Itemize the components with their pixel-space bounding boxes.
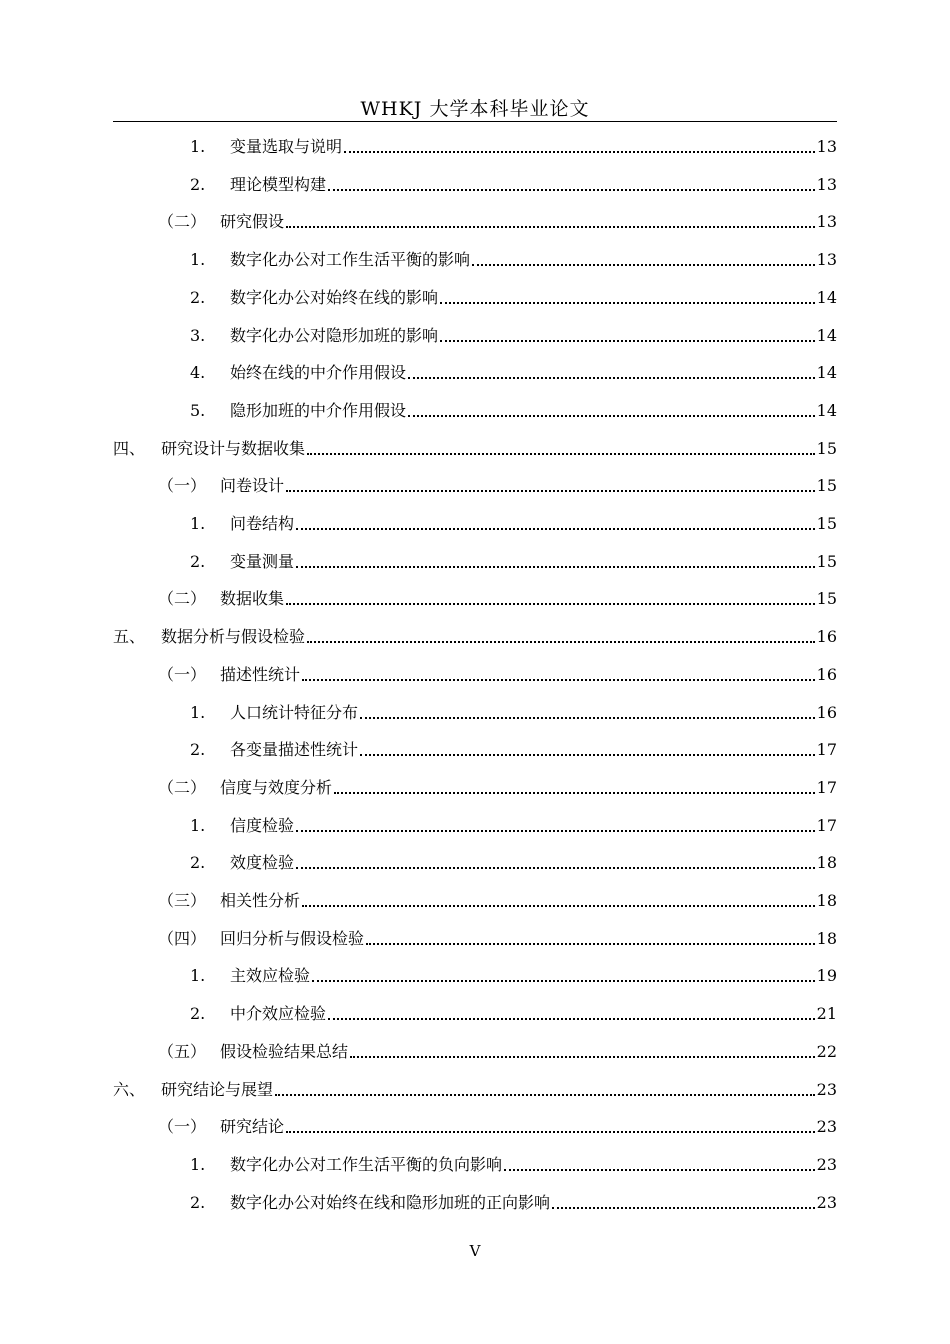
toc-dot-leader <box>307 641 815 643</box>
toc-entry-page: 23 <box>816 1117 837 1137</box>
toc-entry[interactable] <box>113 1076 837 1100</box>
toc-entry-title: 中介效应检验 <box>230 1004 327 1024</box>
toc-entry[interactable] <box>158 774 837 798</box>
toc-entry-page: 17 <box>816 777 837 797</box>
toc-entry-title: 数据收集 <box>220 589 285 609</box>
toc-entry-number: 1. <box>190 137 206 156</box>
toc-dot-leader <box>350 1056 815 1058</box>
toc-entry[interactable] <box>190 1189 837 1213</box>
toc-entry-number: 2. <box>190 174 206 194</box>
toc-entry-page: 14 <box>816 287 837 307</box>
toc-entry-page: 13 <box>816 174 837 194</box>
toc-entry-number: 1. <box>190 250 206 270</box>
toc-entry-number: （二） <box>158 212 207 232</box>
toc-entry[interactable] <box>158 661 837 685</box>
toc-entry-page: 15 <box>816 438 837 458</box>
toc-entry[interactable] <box>190 359 837 383</box>
toc-entry-number: 2. <box>190 551 206 571</box>
toc-entry[interactable] <box>190 171 837 195</box>
header-divider <box>113 121 837 122</box>
toc-dot-leader <box>328 189 815 191</box>
toc-entry-title: 数字化办公对工作生活平衡的负向影响 <box>230 1154 503 1174</box>
toc-entry[interactable] <box>113 623 837 647</box>
toc-entry-title: 问卷设计 <box>220 476 285 496</box>
toc-dot-leader <box>440 340 815 342</box>
toc-entry-title: 理论模型构建 <box>230 174 327 194</box>
toc-entry[interactable] <box>190 548 837 572</box>
toc-dot-leader <box>286 490 815 492</box>
toc-entry-number: （四） <box>158 928 207 948</box>
toc-entry-number: （一） <box>158 1117 207 1137</box>
toc-entry-number: （二） <box>158 777 207 797</box>
toc-entry-page: 23 <box>816 1079 837 1099</box>
toc-entry[interactable] <box>158 472 837 496</box>
toc-entry-title: 数字化办公对隐形加班的影响 <box>230 325 439 345</box>
toc-dot-leader <box>302 905 815 907</box>
toc-dot-leader <box>286 226 815 228</box>
toc-dot-leader <box>360 717 815 719</box>
toc-entry-title: 变量选取与说明 <box>230 137 343 156</box>
toc-entry[interactable] <box>190 284 837 308</box>
toc-entry-number: 2. <box>190 740 206 760</box>
toc-entry-page: 14 <box>816 363 837 383</box>
toc-entry[interactable] <box>158 925 837 949</box>
toc-entry-page: 18 <box>816 891 837 910</box>
toc-entry-page: 15 <box>816 514 837 533</box>
toc-entry-page: 18 <box>816 928 837 948</box>
toc-entry[interactable] <box>190 510 837 534</box>
toc-dot-leader <box>504 1169 815 1171</box>
toc-entry-page: 18 <box>816 853 837 873</box>
toc-entry[interactable] <box>190 1151 837 1175</box>
toc-entry-page: 16 <box>816 702 837 722</box>
page-header-title: WHKJ 大学本科毕业论文 <box>360 98 590 120</box>
toc-dot-leader <box>296 830 815 832</box>
toc-entry-title: 数据分析与假设检验 <box>161 627 306 647</box>
toc-entry-page: 15 <box>816 551 837 571</box>
toc-entry-page: 21 <box>816 1004 837 1024</box>
toc-entry-number: 1. <box>190 966 206 986</box>
toc-entry[interactable] <box>190 322 837 346</box>
toc-dot-leader <box>286 1131 815 1133</box>
toc-entry-number: 2. <box>190 853 206 873</box>
toc-dot-leader <box>552 1207 815 1209</box>
toc-entry-title: 信度与效度分析 <box>220 777 333 797</box>
toc-entry-title: 数字化办公对工作生活平衡的影响 <box>230 250 471 270</box>
toc-entry-title: 研究结论与展望 <box>161 1079 274 1099</box>
toc-entry-number: 四、 <box>113 438 146 458</box>
toc-entry-number: 2. <box>190 1192 206 1212</box>
toc-dot-leader <box>286 603 815 605</box>
toc-entry-page: 19 <box>816 966 837 986</box>
toc-entry-page: 16 <box>816 627 837 647</box>
toc-entry-title: 假设检验结果总结 <box>220 1041 349 1061</box>
toc-entry-number: 1. <box>190 514 206 533</box>
toc-entry[interactable] <box>190 699 837 723</box>
toc-dot-leader <box>360 754 815 756</box>
page-number: V <box>469 1242 481 1260</box>
toc-dot-leader <box>307 453 815 455</box>
toc-entry[interactable] <box>190 962 837 986</box>
toc-entry-page: 22 <box>816 1041 837 1061</box>
toc-dot-leader <box>334 792 815 794</box>
toc-entry-title: 研究假设 <box>220 212 285 232</box>
toc-entry-title: 研究设计与数据收集 <box>161 438 306 458</box>
toc-entry-page: 23 <box>816 1192 837 1212</box>
toc-dot-leader <box>472 264 815 266</box>
toc-entry-page: 13 <box>816 212 837 232</box>
toc-entry-number: 2. <box>190 287 206 307</box>
toc-entry-number: （一） <box>158 476 207 496</box>
toc-entry-page: 13 <box>816 250 837 270</box>
toc-entry-title: 效度检验 <box>230 853 295 873</box>
toc-dot-leader <box>440 302 815 304</box>
toc-entry-number: 六、 <box>113 1079 146 1099</box>
toc-entry-title: 隐形加班的中介作用假设 <box>230 400 407 420</box>
toc-entry-page: 16 <box>816 664 837 684</box>
toc-entry-title: 各变量描述性统计 <box>230 740 359 760</box>
toc-entry-title: 数字化办公对始终在线的影响 <box>230 287 439 307</box>
toc-entry[interactable] <box>158 208 837 232</box>
toc-entry-number: （一） <box>158 664 207 684</box>
toc-dot-leader <box>312 980 815 982</box>
toc-entry-page: 15 <box>816 476 837 496</box>
toc-entry-number: 5. <box>190 400 206 420</box>
toc-entry[interactable] <box>158 1113 837 1137</box>
toc-entry[interactable] <box>190 849 837 873</box>
toc-dot-leader <box>408 377 815 379</box>
toc-entry-title: 相关性分析 <box>220 891 301 910</box>
toc-entry[interactable] <box>158 585 837 609</box>
toc-entry[interactable] <box>190 812 837 836</box>
toc-entry-title: 信度检验 <box>230 815 295 835</box>
toc-entry-number: 4. <box>190 363 206 383</box>
toc-entry[interactable] <box>190 246 837 270</box>
toc-dot-leader <box>296 566 815 568</box>
toc-dot-leader <box>296 528 815 530</box>
toc-entry-number: （二） <box>158 589 207 609</box>
toc-dot-leader <box>328 1018 815 1020</box>
toc-entry-page: 14 <box>816 400 837 420</box>
toc-entry[interactable] <box>190 397 837 421</box>
toc-entry[interactable] <box>190 736 837 760</box>
toc-entry-number: 2. <box>190 1004 206 1024</box>
toc-entry[interactable] <box>158 887 837 911</box>
toc-entry[interactable] <box>158 1038 837 1062</box>
toc-dot-leader <box>344 151 815 153</box>
toc-entry-page: 14 <box>816 325 837 345</box>
toc-entry-page: 15 <box>816 589 837 609</box>
toc-entry-number: 3. <box>190 325 206 345</box>
toc-entry-title: 回归分析与假设检验 <box>220 928 365 948</box>
toc-entry-title: 人口统计特征分布 <box>230 702 359 722</box>
toc-entry-title: 描述性统计 <box>220 664 301 684</box>
toc-entry-number: （三） <box>158 891 207 910</box>
toc-dot-leader <box>275 1094 815 1096</box>
toc-entry-title: 变量测量 <box>230 551 295 571</box>
toc-entry-number: 五、 <box>113 627 146 647</box>
toc-entry-page: 13 <box>816 137 837 156</box>
toc-entry[interactable] <box>190 133 837 157</box>
toc-entry-number: 1. <box>190 1154 206 1174</box>
toc-entry-title: 数字化办公对始终在线和隐形加班的正向影响 <box>230 1192 551 1212</box>
toc-entry-title: 问卷结构 <box>230 514 295 533</box>
toc-entry-title: 始终在线的中介作用假设 <box>230 363 407 383</box>
toc-entry[interactable] <box>113 435 837 459</box>
toc-dot-leader <box>296 867 815 869</box>
toc-dot-leader <box>302 679 815 681</box>
toc-dot-leader <box>408 415 815 417</box>
toc-entry-page: 23 <box>816 1154 837 1174</box>
toc-entry-number: （五） <box>158 1041 207 1061</box>
toc-entry-page: 17 <box>816 740 837 760</box>
toc-entry[interactable] <box>190 1000 837 1024</box>
toc-entry-number: 1. <box>190 815 206 835</box>
toc-entry-page: 17 <box>816 815 837 835</box>
toc-dot-leader <box>366 943 815 945</box>
toc-entry-title: 研究结论 <box>220 1117 285 1137</box>
toc-entry-number: 1. <box>190 702 206 722</box>
toc-entry-title: 主效应检验 <box>230 966 311 986</box>
